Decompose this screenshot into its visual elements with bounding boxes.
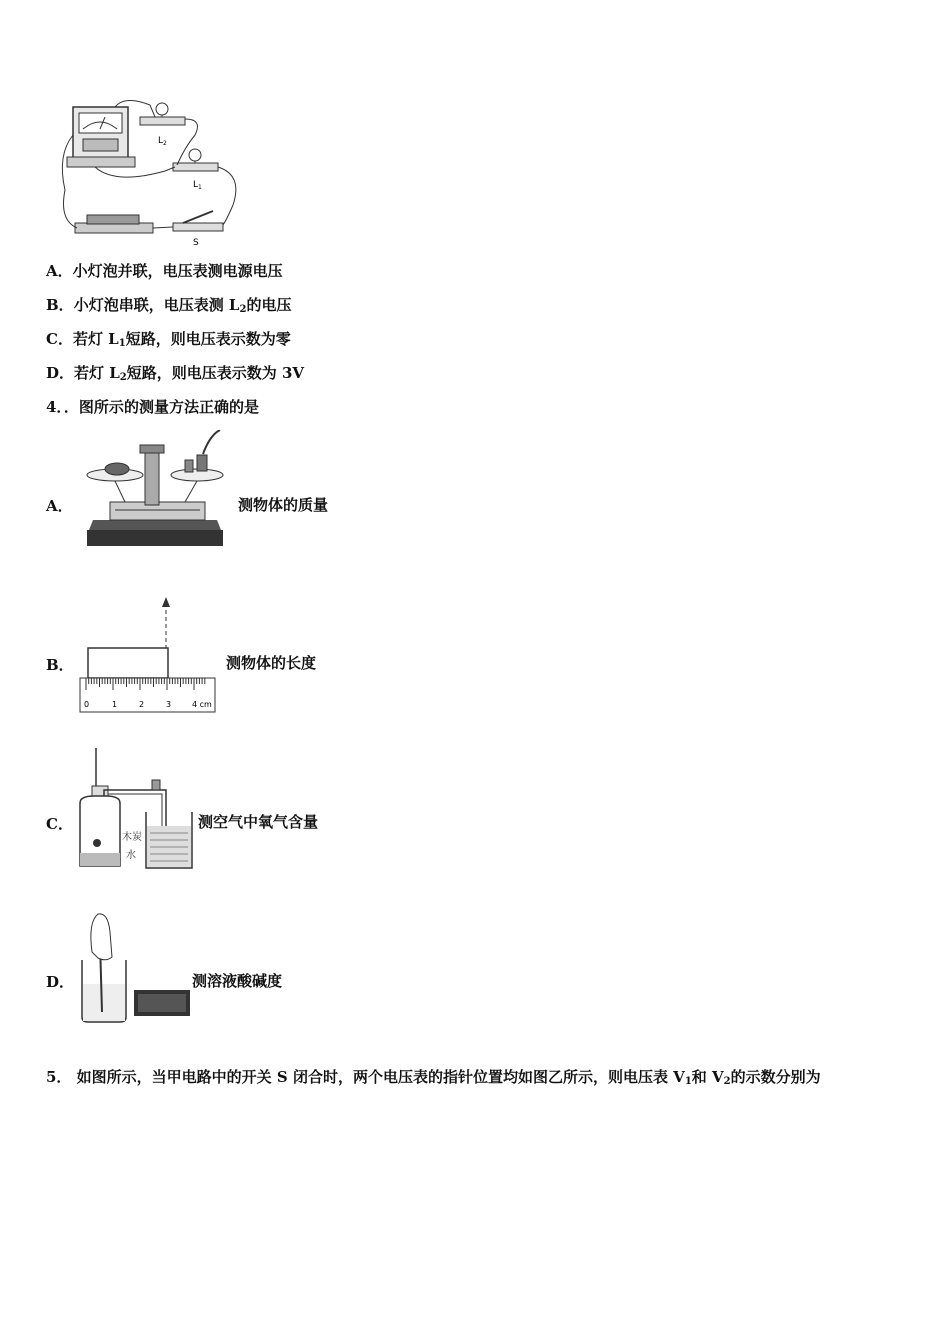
voltmeter-icon	[67, 107, 135, 167]
switch-icon	[173, 211, 223, 231]
lamp-l1-label: $L_1$	[193, 180, 202, 191]
balance-scale-figure	[85, 430, 225, 548]
q4-option-d-caption: 测溶液酸碱度	[192, 972, 283, 990]
ph-test-figure	[78, 912, 193, 1024]
ruler-tick-1: 1	[112, 700, 118, 709]
circuit-diagram	[55, 95, 245, 250]
charcoal-label: 木炭	[122, 832, 142, 843]
q4-option-a-letter: A．	[46, 497, 73, 515]
ruler-figure	[78, 593, 218, 715]
q4-option-d-letter: D．	[46, 973, 75, 991]
q3-option-a: A．小灯泡并联，电压表测电源电压	[46, 262, 283, 280]
battery-icon	[75, 215, 153, 233]
ruler-tick-4: 4 cm	[192, 700, 212, 709]
q4-stem: 4．．图所示的测量方法正确的是	[46, 398, 259, 416]
q3-option-d: D．若灯 $L_2$短路，则电压表示数为 3V	[46, 364, 305, 383]
oxygen-apparatus-figure	[74, 748, 199, 873]
switch-label: S	[193, 238, 199, 248]
q4-option-b-caption: 测物体的长度	[226, 654, 317, 672]
lamp-l2-icon	[140, 103, 185, 125]
ruler-tick-0: 0	[84, 700, 90, 709]
ruler-tick-2: 2	[139, 700, 145, 709]
q5-stem: 5． 如图所示，当甲电路中的开关 S 闭合时，两个电压表的指针位置均如图乙所示，则电压表 $V_1$和 $V_2$的示数分别为	[46, 1068, 821, 1087]
lamp-l2-label: $L_2$	[158, 136, 167, 147]
q4-option-c-letter: C．	[46, 815, 73, 833]
ruler-tick-3: 3	[166, 700, 172, 709]
q4-option-a-caption: 测物体的质量	[238, 496, 329, 514]
q3-option-c: C．若灯 $L_1$短路，则电压表示数为零	[46, 330, 291, 349]
q4-option-b-letter: B．	[46, 656, 74, 674]
water-label: 水	[126, 850, 136, 861]
q4-option-c-caption: 测空气中氧气含量	[198, 813, 319, 831]
q3-option-b: B．小灯泡串联，电压表测 $L_2$的电压	[46, 296, 292, 315]
